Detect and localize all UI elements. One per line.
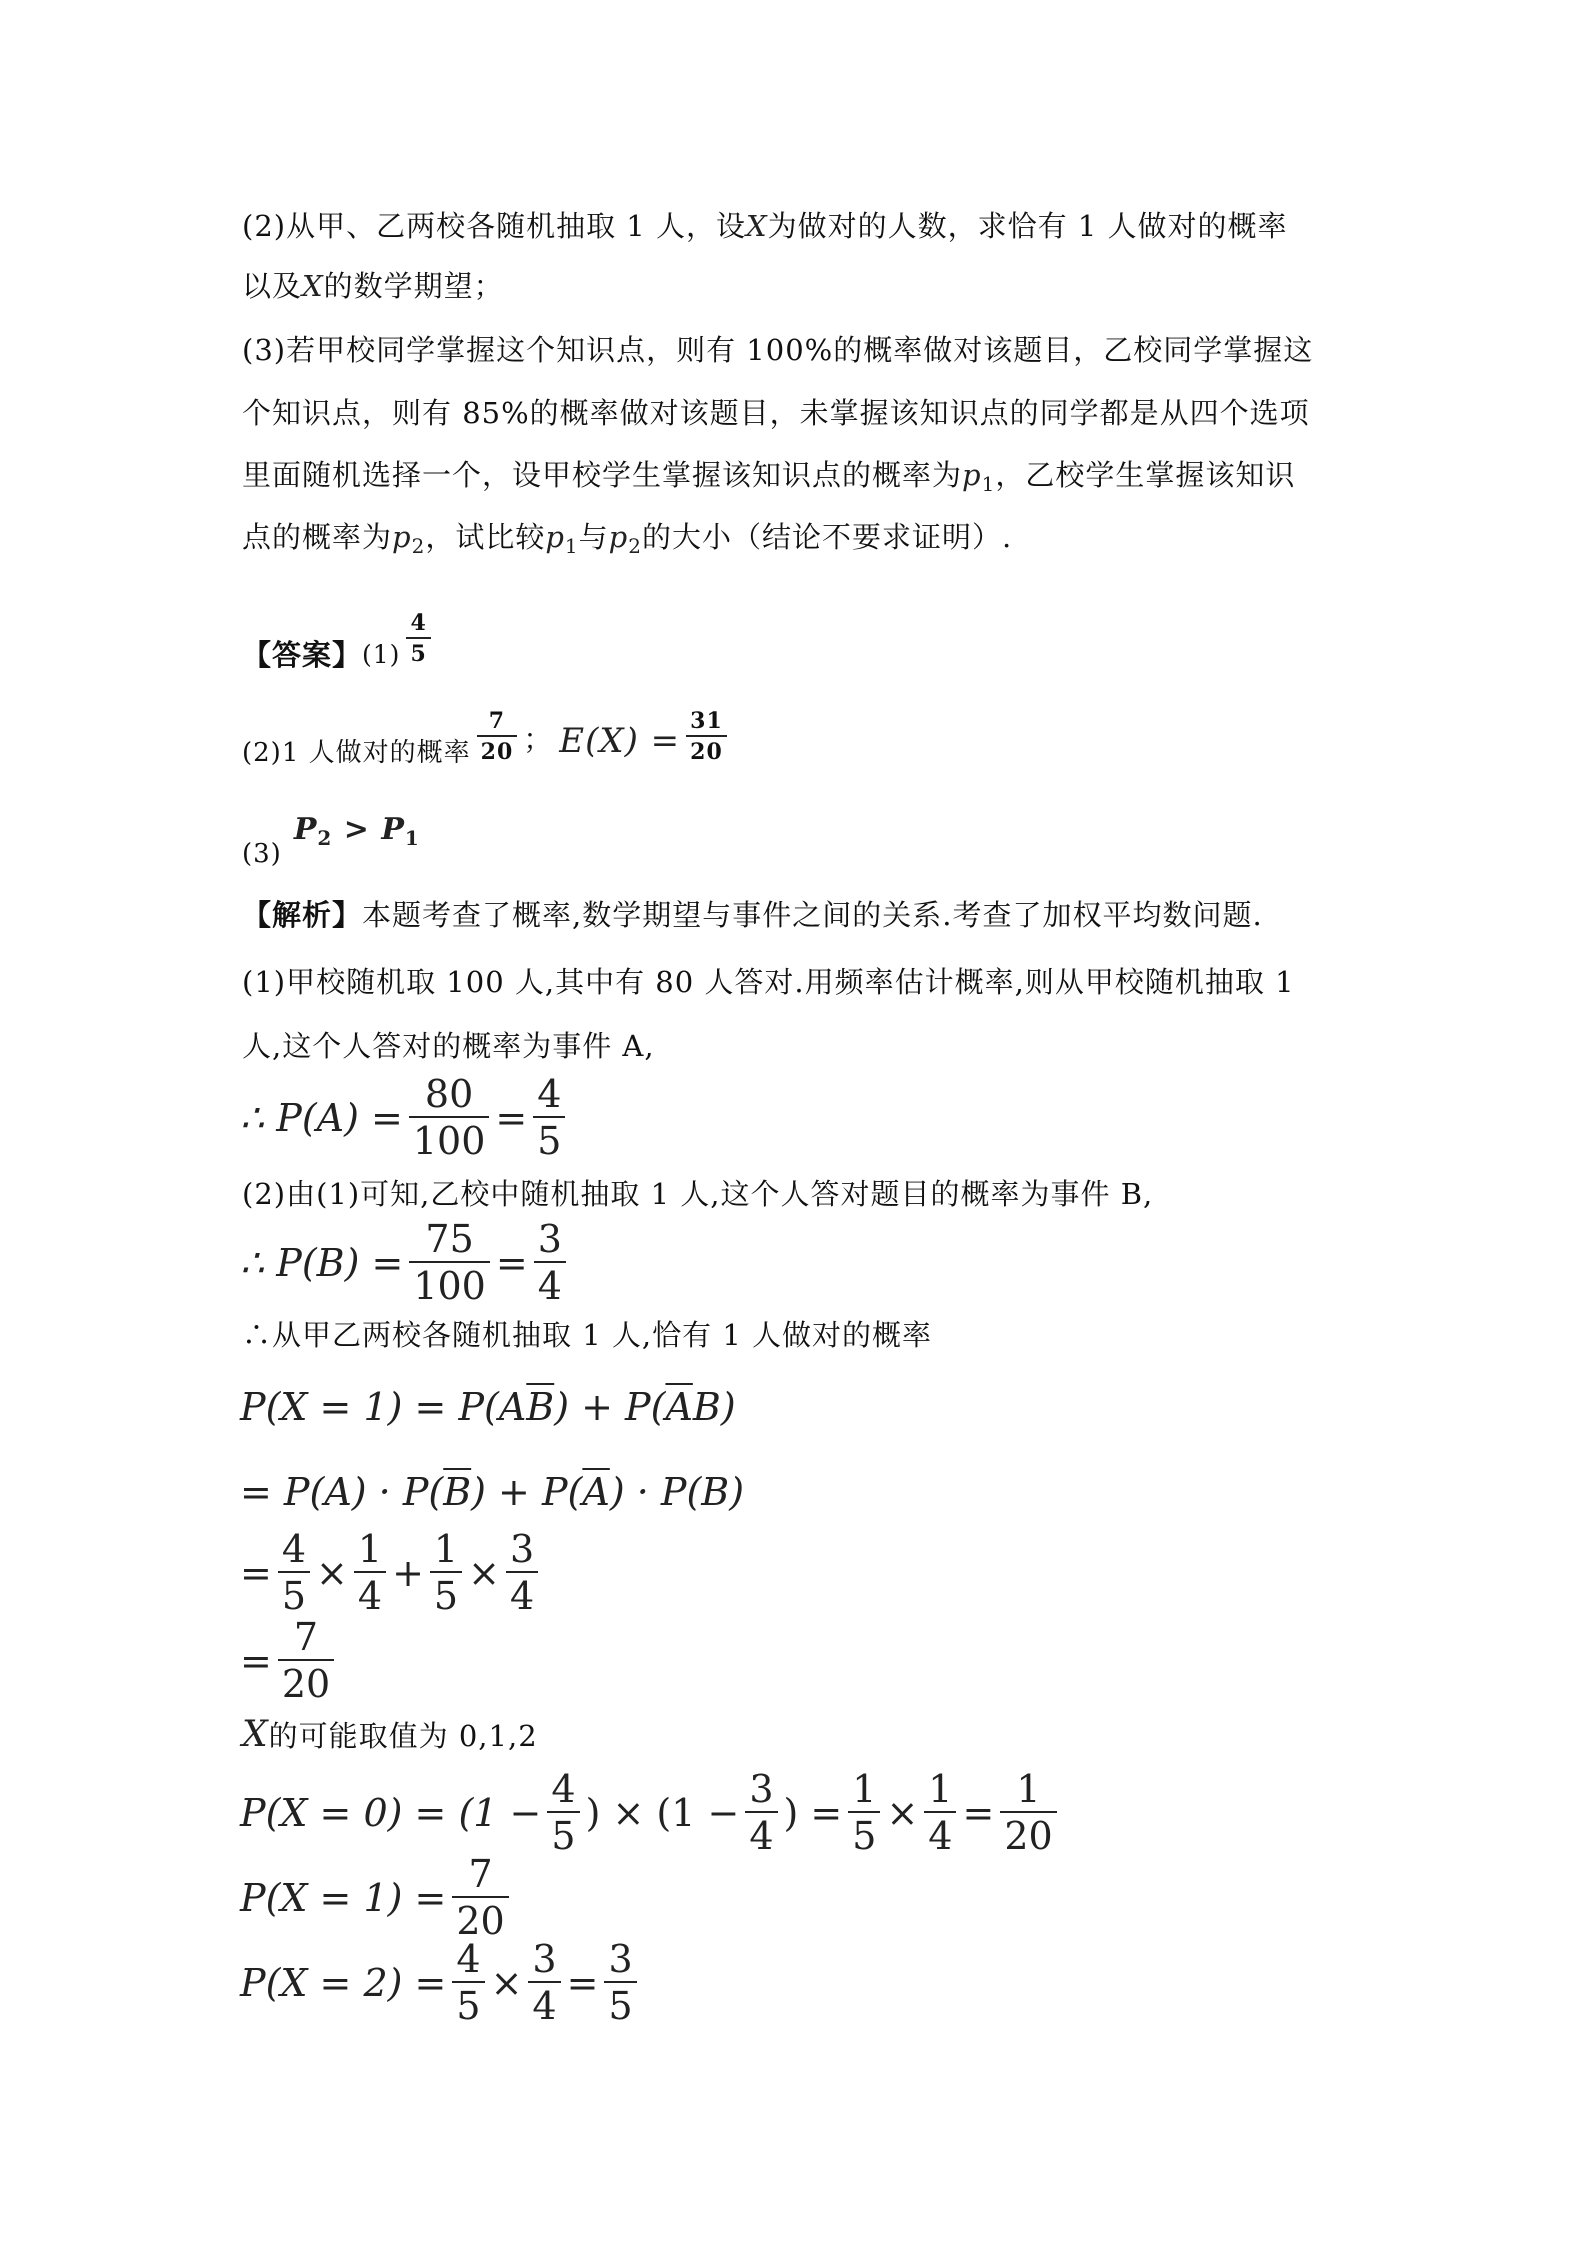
fraction: $\frac{4}{5}$ — [547, 1770, 579, 1855]
fraction: $\frac{3}{5}$ — [604, 1940, 636, 2025]
fraction: $\frac{7}{20}$ — [452, 1855, 508, 1940]
equation-px0: P(X = 0) = (1 − $\frac{4}{5}$ ) × (1 − $\frac{3}{4}$ ) = $\frac{1}{5}$ × $\frac{1}{4}$ = $\frac{1}{20}$ — [240, 1770, 1063, 1855]
math-var-x: X — [745, 209, 768, 243]
fraction: $\frac{3}{4}$ — [528, 1940, 560, 2025]
analysis-values-line — [242, 1715, 538, 1756]
fraction: $\frac{1}{4}$ — [924, 1770, 956, 1855]
equation-px1-values: = $\frac{4}{5}$ × $\frac{1}{4}$ + $\frac{1}{5}$ × $\frac{3}{4}$ — [240, 1530, 544, 1615]
text: 为做对的人数，求恰有 1 人做对的概率 — [767, 209, 1288, 243]
fraction: $\frac{4}{5}$ — [533, 1075, 565, 1160]
fraction: $\frac{4}{5}$ — [452, 1940, 484, 2025]
analysis-label: 【解析】 — [242, 898, 363, 932]
answer-part1 — [242, 612, 437, 675]
answer-part3 — [242, 810, 420, 874]
text: 的可能取值为 0,1,2 — [268, 1719, 538, 1753]
text: 与 — [578, 520, 609, 554]
analysis-part1-line1 — [242, 962, 1295, 1002]
text: 的大小（结论不要求证明）. — [641, 520, 1013, 554]
equation-pa: ∴ P(A) = $\frac{80}{100}$ = $\frac{4}{5}$ — [240, 1075, 571, 1160]
fraction: $\frac{1}{20}$ — [1000, 1770, 1056, 1855]
text: 以及 — [242, 269, 303, 303]
equation-pb: ∴ P(B) = $\frac{75}{100}$ = $\frac{3}{4}$ — [240, 1220, 572, 1305]
answer-label: 【答案】 — [242, 638, 363, 672]
analysis-part2-line1 — [242, 1174, 1153, 1214]
text: (3) — [242, 839, 282, 869]
question-part3-line4 — [242, 517, 1012, 566]
analysis-intro — [242, 895, 1263, 935]
text: (2)从甲、乙两校各随机抽取 1 人，设 — [242, 209, 746, 243]
analysis-part1-line2 — [242, 1026, 655, 1066]
question-part2-line1 — [242, 206, 1288, 246]
text: (1)甲校随机取 100 人,其中有 80 人答对.用频率估计概率,则从甲校随机抽取 1 — [242, 965, 1295, 999]
fraction: $\frac{1}{5}$ — [848, 1770, 880, 1855]
fraction: $\frac{1}{5}$ — [430, 1530, 462, 1615]
math-var-x: X — [242, 1714, 269, 1755]
fraction: $\frac{7}{20}$ — [477, 710, 518, 763]
analysis-part2-line2 — [242, 1315, 932, 1355]
text: (3)若甲校同学掌握这个知识点，则有 100%的概率做对该题目，乙校同学掌握这 — [242, 333, 1314, 367]
equation-px1-expand: P(X = 1) = P(A $\overline{B}$ ) + P( $\overline{A}$ B) — [240, 1385, 736, 1429]
fraction: $\frac{80}{100}$ — [409, 1075, 490, 1160]
fraction: $\frac{4}{5}$ — [278, 1530, 310, 1615]
equation-px2: P(X = 2) = $\frac{4}{5}$ × $\frac{3}{4}$ = $\frac{3}{5}$ — [240, 1940, 643, 2025]
text: 里面随机选择一个，设甲校学生掌握该知识点的概率为 — [242, 458, 963, 492]
text: (2)1 人做对的概率 — [242, 738, 471, 768]
text: ∴从甲乙两校各随机抽取 1 人,恰有 1 人做对的概率 — [242, 1318, 932, 1352]
question-part2-line2 — [242, 266, 504, 306]
math-compare: $P_2 > P_1$ — [293, 812, 420, 850]
math-p1: $p_1$ — [545, 520, 579, 558]
fraction: $\frac{3}{4}$ — [506, 1530, 538, 1615]
fraction: $\frac{3}{4}$ — [534, 1220, 566, 1305]
fraction: $\frac{4}{5}$ — [406, 612, 430, 665]
question-part3-line3 — [242, 455, 1295, 504]
text: 人,这个人答对的概率为事件 A, — [242, 1029, 655, 1063]
equation-px1: P(X = 1) = $\frac{7}{20}$ — [240, 1855, 515, 1940]
text: (1) — [362, 640, 401, 669]
text: 点的概率为 — [242, 520, 393, 554]
question-part3-line1 — [242, 330, 1313, 370]
fraction: $\frac{1}{4}$ — [354, 1530, 386, 1615]
math-p1: $p_1$ — [962, 458, 996, 496]
equation-px1-result: = $\frac{7}{20}$ — [240, 1618, 340, 1703]
fraction: $\frac{7}{20}$ — [278, 1618, 334, 1703]
text: (2)由(1)可知,乙校中随机抽取 1 人,这个人答对题目的概率为事件 B, — [242, 1177, 1154, 1211]
text: 本题考查了概率,数学期望与事件之间的关系.考查了加权平均数问题. — [362, 898, 1263, 932]
equation-px1-product: = P(A) · P( $\overline{B}$ ) + P( $\overline{A}$ ) · P(B) — [240, 1470, 745, 1514]
math-p2: $p_2$ — [608, 520, 642, 558]
fraction: $\frac{75}{100}$ — [409, 1220, 490, 1305]
math-var-x: X — [302, 269, 324, 303]
answer-part2 — [242, 710, 733, 773]
math-expectation: E(X) = — [559, 721, 681, 761]
text: 的数学期望； — [323, 269, 504, 303]
text: 个知识点，则有 85%的概率做对该题目，未掌握该知识点的同学都是从四个选项 — [242, 396, 1310, 430]
question-part3-line2 — [242, 393, 1310, 433]
text: ，试比较 — [425, 520, 546, 554]
fraction: $\frac{31}{20}$ — [686, 710, 727, 763]
text: ； — [523, 722, 554, 756]
text: ，乙校学生掌握该知识 — [995, 458, 1296, 492]
math-p2: $p_2$ — [392, 520, 426, 558]
fraction: $\frac{3}{4}$ — [745, 1770, 777, 1855]
